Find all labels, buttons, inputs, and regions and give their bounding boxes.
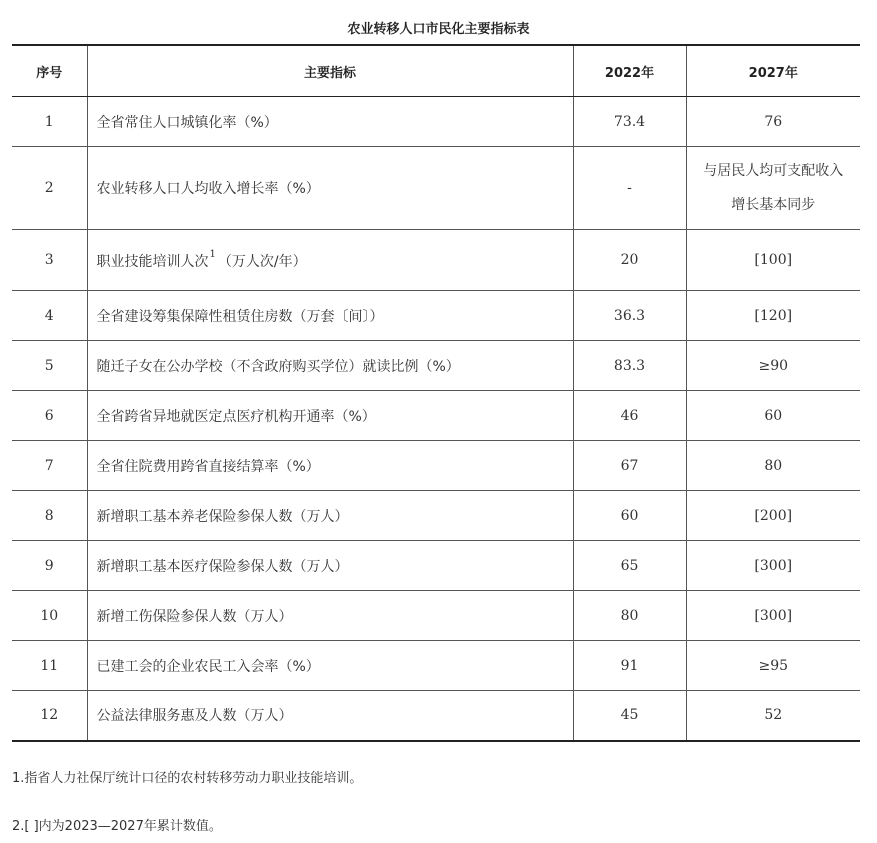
row-value-2027: ≥95 [686,641,860,691]
row-indicator: 全省跨省异地就医定点医疗机构开通率（%） [87,391,573,441]
row-value-2022: 91 [573,641,686,691]
table-row [12,97,860,147]
row-number: 9 [12,541,87,591]
row-indicator-unit: （万人次/年） [217,254,307,270]
footnote-marker: 1 [209,249,216,260]
row-number: 7 [12,441,87,491]
row-value-2022: 83.3 [573,341,686,391]
row-value-2027: 60 [686,391,860,441]
row-value-2022: 73.4 [573,97,686,147]
row-value-2022: 60 [573,491,686,541]
row-value-2022: 67 [573,441,686,491]
header-2027: 2027年 [686,45,860,97]
row-indicator: 新增职工基本医疗保险参保人数（万人） [87,541,573,591]
row-value-2027: 与居民人均可支配收入增长基本同步 [686,147,860,230]
table-row [12,591,860,641]
row-indicator: 新增工伤保险参保人数（万人） [87,591,573,641]
row-number: 12 [12,691,87,741]
row-value-2027: [200] [686,491,860,541]
row-value-2027: 52 [686,691,860,741]
row-number: 6 [12,391,87,441]
table-row [12,691,860,741]
table-row [12,291,860,341]
row-indicator [87,230,573,291]
row-indicator: 已建工会的企业农民工入会率（%） [87,641,573,691]
row-number: 11 [12,641,87,691]
table-title: 农业转移人口市民化主要指标表 [347,22,530,37]
row-indicator-text: 职业技能培训人次 [96,254,209,270]
row-value-2022: 46 [573,391,686,441]
table-row [12,441,860,491]
row-value-2022: 20 [573,230,686,291]
row-value-2022: 80 [573,591,686,641]
row-number: 3 [12,230,87,291]
table-row [12,491,860,541]
row-indicator: 全省常住人口城镇化率（%） [87,97,573,147]
table-row [12,147,860,230]
row-indicator: 农业转移人口人均收入增长率（%） [87,147,573,230]
row-value-2027: ≥90 [686,341,860,391]
row-number: 5 [12,341,87,391]
row-value-2027: [100] [686,230,860,291]
row-number: 4 [12,291,87,341]
header-indicator: 主要指标 [87,45,573,97]
row-indicator: 全省住院费用跨省直接结算率（%） [87,441,573,491]
row-value-2027: [300] [686,591,860,641]
row-number: 8 [12,491,87,541]
header-no: 序号 [12,45,87,97]
table-row [12,341,860,391]
footnote-2: 2.[ ]内为2023—2027年累计数值。 [12,819,222,834]
table-row [12,230,860,291]
row-indicator: 全省建设筹集保障性租赁住房数（万套〔间〕） [87,291,573,341]
row-indicator: 公益法律服务惠及人数（万人） [87,691,573,741]
row-value-2022: 36.3 [573,291,686,341]
row-value-2022: 65 [573,541,686,591]
row-value-2022: - [573,147,686,230]
header-2022: 2022年 [573,45,686,97]
row-indicator: 新增职工基本养老保险参保人数（万人） [87,491,573,541]
row-value-2027: 76 [686,97,860,147]
footnote-1: 1.指省人力社保厅统计口径的农村转移劳动力职业技能培训。 [12,771,363,786]
row-value-2027: 80 [686,441,860,491]
row-value-2027: [300] [686,541,860,591]
table-row [12,641,860,691]
row-number: 2 [12,147,87,230]
row-indicator: 随迁子女在公办学校（不含政府购买学位）就读比例（%） [87,341,573,391]
row-number: 1 [12,97,87,147]
indicator-table [12,44,860,742]
table-row [12,391,860,441]
table-row [12,541,860,591]
table-header-row [12,45,860,97]
row-number: 10 [12,591,87,641]
row-value-2022: 45 [573,691,686,741]
row-value-2027: [120] [686,291,860,341]
